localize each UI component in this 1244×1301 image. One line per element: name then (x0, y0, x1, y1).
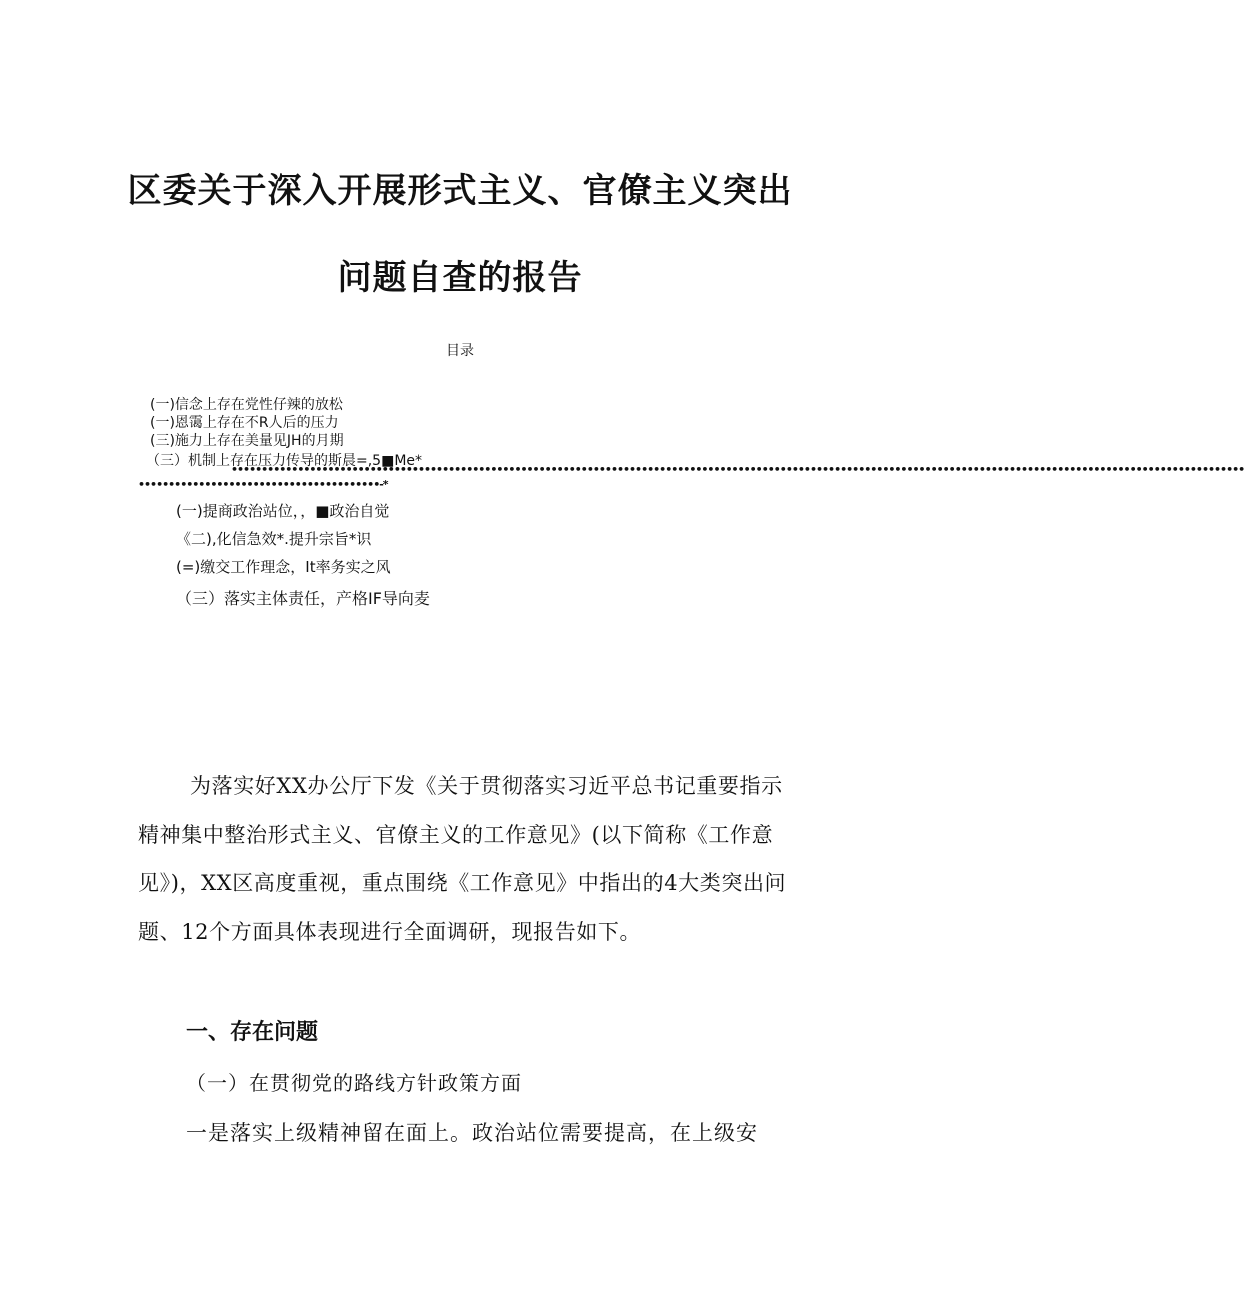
body-paragraph: 一是落实上级精神留在面上。政治站位需要提高，在上级安 (186, 1121, 758, 1145)
toc-item: （三）落实主体责任，产格IF导向麦 (176, 589, 430, 608)
subsection-heading: （一）在贯彻党的路线方针政策方面 (186, 1071, 522, 1095)
toc-item: (一)提商政治站位，，■政治自觉 (176, 502, 390, 520)
toc-item: (三)施力上存在美量见JH的月期 (150, 433, 344, 449)
toc-leader-dots: •••••••••••••••••••••••••••••••••••••••••••••••••••••••••••••••••••••••••••••••••••••••••••••••••••••••••••••••••••••••••••••••••••••••••••••••••••••••••••••••••••••••• (231, 463, 1244, 476)
toc-item: (一)信念上存在党性仔辣的放松 (150, 397, 343, 413)
toc-heading: 目录 (446, 343, 474, 359)
toc-item: （三）机制上存在压力传导的斯晨=,5■Me* (146, 453, 423, 469)
toc-leader-dots: ••••••••••••••••••••••••••••••••••••••••-* (138, 478, 388, 491)
toc-item: (一)恩霭上存在不R人后的压力 (150, 415, 339, 431)
document-title-line2: 问题自查的报告 (337, 258, 583, 298)
toc-item: 《二),化信急效*.提升宗旨*识 (176, 530, 372, 548)
toc-item: (=)缴交工作理念，It率务实之风 (176, 558, 391, 576)
section-heading: 一、存在问题 (186, 1020, 319, 1045)
document-title-line1: 区委关于深入开展形式主义、官僚主义突出 (127, 171, 793, 211)
intro-paragraph: 为落实好XX办公厅下发《关于贯彻落实习近平总书记重要指示精神集中整治形式主义、官僚主义的工作意见》(以下简称《工作意见》)，XX区高度重视，重点围绕《工作意见》中指出的4大类突出问题、12个方面具体表现进行全面调研，现报告如下。 (138, 774, 787, 944)
